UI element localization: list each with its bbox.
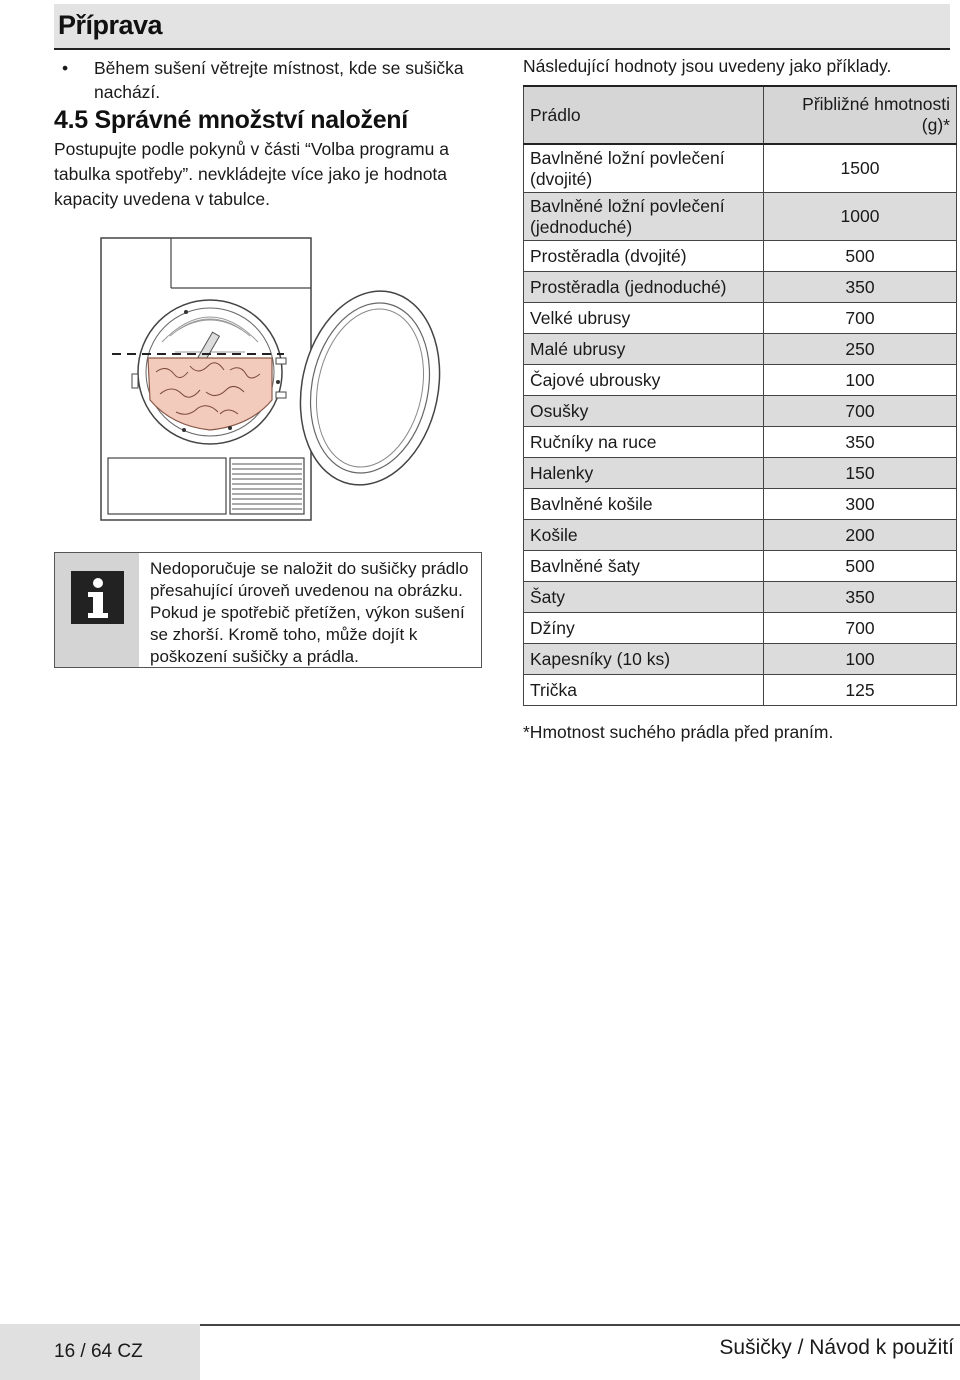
row-item: Trička <box>524 675 764 706</box>
row-value: 100 <box>764 644 957 675</box>
table-row <box>524 144 957 193</box>
row-value: 1000 <box>764 193 957 241</box>
row-value: 200 <box>764 520 957 551</box>
table-row <box>524 613 957 644</box>
table-row <box>524 675 957 706</box>
page-header <box>54 4 950 50</box>
row-value: 350 <box>764 272 957 303</box>
bullet-text: Během sušení větrejte místnost, kde se sušička nachází. <box>94 58 464 102</box>
row-value: 700 <box>764 613 957 644</box>
section-paragraph: Postupujte podle pokynů v části “Volba programu a tabulka spotřeby”. nevkládejte více jako je hodnota kapacity uvedena v tabulce. <box>54 139 449 209</box>
row-value: 700 <box>764 396 957 427</box>
row-value: 500 <box>764 551 957 582</box>
row-item: Čajové ubrousky <box>524 365 764 396</box>
row-item: Prostěradla (jednoduché) <box>524 272 764 303</box>
table-row <box>524 272 957 303</box>
row-item: Kapesníky (10 ks) <box>524 644 764 675</box>
info-note <box>54 552 482 668</box>
table-header-row <box>524 86 957 144</box>
col-header-item: Prádlo <box>524 86 764 144</box>
row-value: 500 <box>764 241 957 272</box>
table-row <box>524 334 957 365</box>
row-value: 350 <box>764 427 957 458</box>
table-row <box>524 458 957 489</box>
row-item: Košile <box>524 520 764 551</box>
page-number: 16 / 64 CZ <box>54 1341 143 1362</box>
table-intro: Následující hodnoty jsou uvedeny jako příklady. <box>523 56 892 76</box>
col-header-weight: Přibližné hmotnosti (g)* <box>764 86 957 144</box>
row-item: Osušky <box>524 396 764 427</box>
info-icon <box>55 553 139 667</box>
row-value: 1500 <box>764 144 957 193</box>
row-value: 700 <box>764 303 957 334</box>
table-row <box>524 396 957 427</box>
info-text: Nedoporučuje se naložit do sušičky prádlo přesahující úroveň uvedenou na obrázku. Pokud je spotřebič přetížen, výkon sušení se zhorší. Kromě toho, může dojít k poškození sušičky a prádla. <box>150 559 469 666</box>
table-row <box>524 582 957 613</box>
footer-divider <box>200 1324 960 1326</box>
table-row <box>524 551 957 582</box>
row-item: Prostěradla (dvojité) <box>524 241 764 272</box>
load-weight-table <box>523 85 957 706</box>
row-value: 100 <box>764 365 957 396</box>
row-item: Šaty <box>524 582 764 613</box>
row-item: Bavlněné ložní povlečení (jednoduché) <box>524 193 764 241</box>
row-value: 125 <box>764 675 957 706</box>
row-item: Ručníky na ruce <box>524 427 764 458</box>
table-row <box>524 365 957 396</box>
row-item: Bavlněné ložní povlečení (dvojité) <box>524 144 764 193</box>
table-row <box>524 644 957 675</box>
table-footnote: *Hmotnost suchého prádla před praním. <box>523 722 834 742</box>
bullet-icon: • <box>62 58 69 78</box>
table-row <box>524 520 957 551</box>
table-row <box>524 427 957 458</box>
row-value: 300 <box>764 489 957 520</box>
table-row <box>524 193 957 241</box>
section-heading: 4.5 Správné množství naložení <box>54 106 408 134</box>
table-row <box>524 241 957 272</box>
dryer-load-illustration <box>80 232 450 524</box>
row-value: 150 <box>764 458 957 489</box>
row-item: Malé ubrusy <box>524 334 764 365</box>
row-value: 250 <box>764 334 957 365</box>
info-icon-cell <box>55 553 139 667</box>
footer-doc-title: Sušičky / Návod k použití <box>719 1336 954 1359</box>
table-row <box>524 489 957 520</box>
table-row <box>524 303 957 334</box>
row-item: Halenky <box>524 458 764 489</box>
row-item: Bavlněné košile <box>524 489 764 520</box>
row-value: 350 <box>764 582 957 613</box>
row-item: Džíny <box>524 613 764 644</box>
row-item: Velké ubrusy <box>524 303 764 334</box>
row-item: Bavlněné šaty <box>524 551 764 582</box>
page-title: Příprava <box>58 10 163 40</box>
